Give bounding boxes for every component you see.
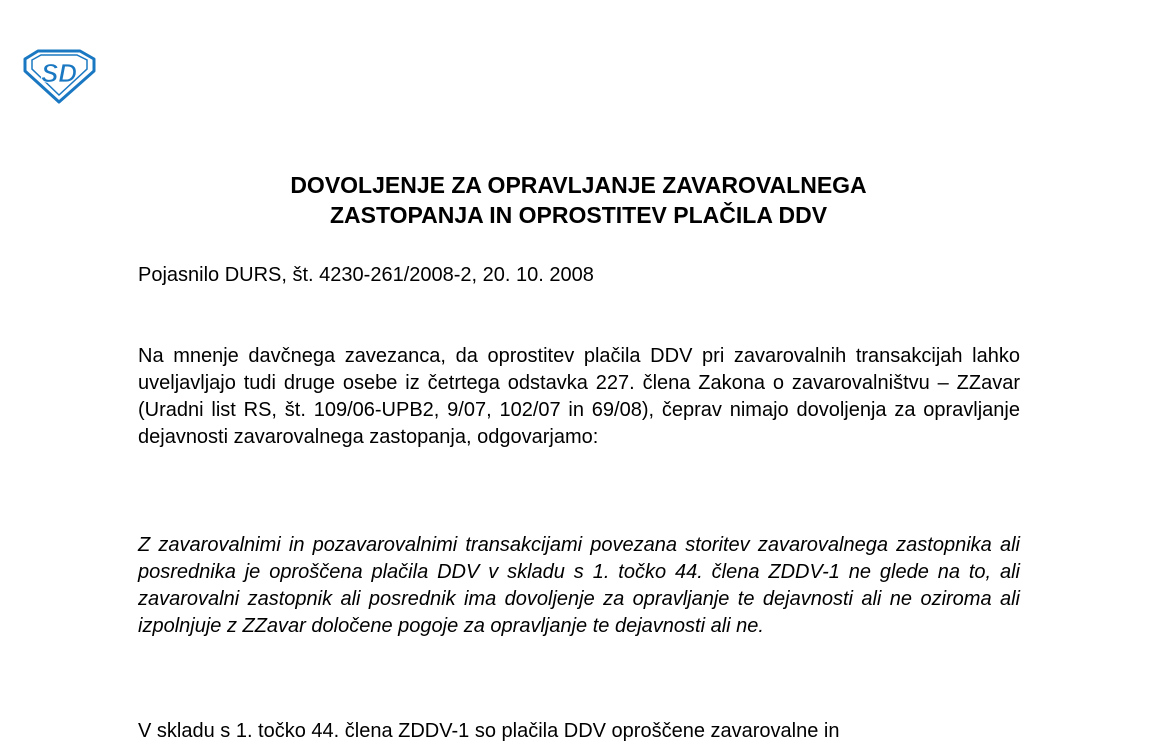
document-title (0, 170, 1157, 230)
paragraph-continuation: V skladu s 1. točko 44. člena ZDDV-1 so plačila DDV oproščene zavarovalne in (138, 720, 840, 742)
paragraph-answer: Z zavarovalnimi in pozavarovalnimi transakcijami povezana storitev zavarovalnega zastopnika ali posrednika je oproščena plačila DDV v skladu s 1. točko 44. člena ZDDV-1 ne glede na to, ali zavarovalni zastopnik ali posrednik ima dovoljenje za opravljanje te dejavnosti ali ne oziroma ali izpolnjuje z ZZavar določene pogoje za opravljanje te dejavnosti ali ne. (138, 534, 1020, 637)
title-line-1: DOVOLJENJE ZA OPRAVLJANJE ZAVAROVALNEGA (290, 172, 867, 198)
document-subtitle: Pojasnilo DURS, št. 4230-261/2008-2, 20. 10. 2008 (138, 264, 594, 286)
title-line-2: ZASTOPANJA IN OPROSTITEV PLAČILA DDV (329, 202, 828, 228)
sd-logo (22, 49, 96, 104)
logo-text: SD (40, 58, 78, 88)
paragraph-question: Na mnenje davčnega zavezanca, da oprostitev plačila DDV pri zavarovalnih transakcijah lahko uveljavljajo tudi druge osebe iz četrtega odstavka 227. člena Zakona o zavarovalništvu – ZZavar (Uradni list RS, št. 109/06-UPB2, 9/07, 102/07 in 69/08), čeprav nimajo dovoljenja za opravljanje dejavnosti zavarovalnega zastopanja, odgovarjamo: (138, 345, 1020, 448)
